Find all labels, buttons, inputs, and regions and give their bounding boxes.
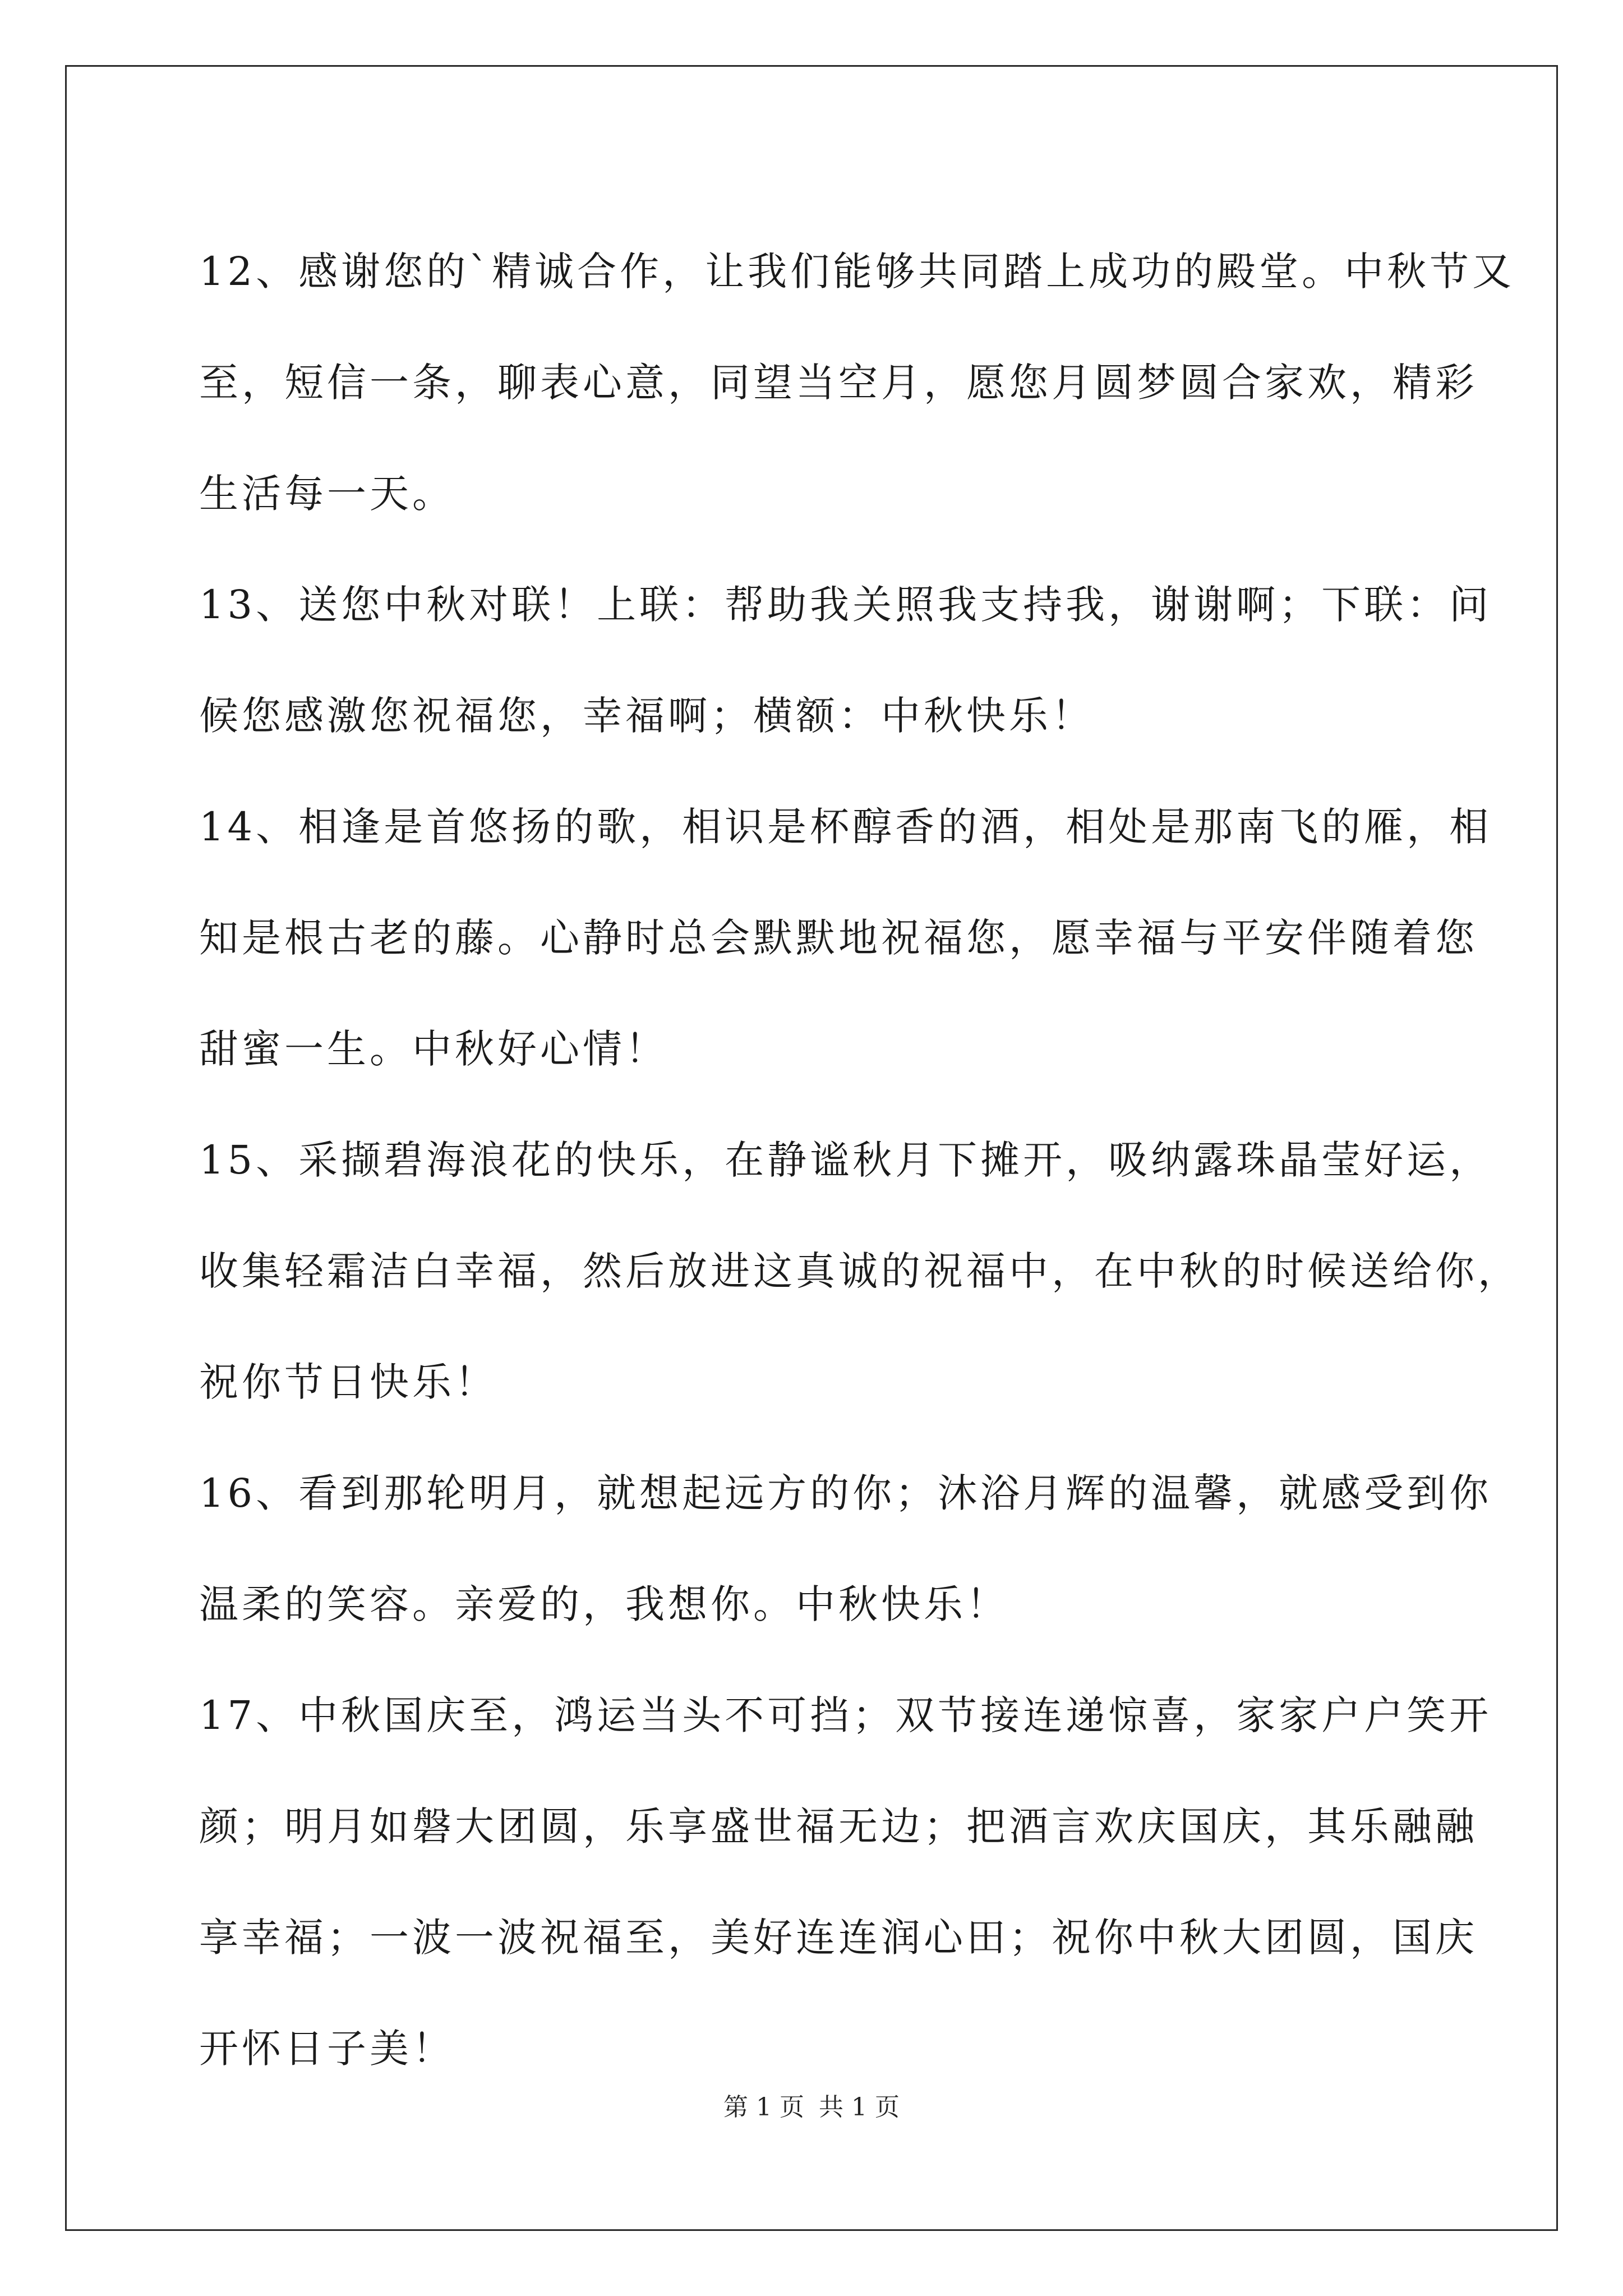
- text-line: 甜蜜一生。中秋好心情！: [199, 1026, 668, 1072]
- text-line: 14、相逢是首悠扬的歌，相识是杯醇香的酒，相处是那南飞的雁，相: [199, 804, 1492, 850]
- text-line: 生活每一天。: [199, 471, 455, 517]
- text-line: 收集轻霜洁白幸福，然后放进这真诚的祝福中，在中秋的时候送给你，: [199, 1248, 1520, 1294]
- text-line: 祝你节日快乐！: [199, 1359, 497, 1405]
- text-line: 候您感激您祝福您，幸福啊；横额：中秋快乐！: [199, 693, 1094, 739]
- text-line: 开怀日子美！: [199, 2026, 455, 2072]
- paragraph-16: [199, 1438, 1492, 1660]
- text-line: 至，短信一条，聊表心意，同望当空月，愿您月圆梦圆合家欢，精彩: [199, 360, 1478, 406]
- text-line: 13、送您中秋对联！上联：帮助我关照我支持我，谢谢啊；下联：问: [199, 582, 1492, 628]
- text-line: 15、采撷碧海浪花的快乐，在静谧秋月下摊开，吸纳露珠晶莹好运，: [199, 1137, 1492, 1183]
- document-body: [199, 216, 1520, 2104]
- paragraph-13: [199, 549, 1492, 771]
- paragraph-14: [199, 771, 1492, 1105]
- page-total: 共 1 页: [819, 2093, 900, 2122]
- text-line: 12、感谢您的`精诚合作，让我们能够共同踏上成功的殿堂。中秋节又: [199, 249, 1515, 295]
- text-line: 颜；明月如磐大团圆，乐享盛世福无边；把酒言欢庆国庆，其乐融融: [199, 1803, 1478, 1849]
- page-number: 第 1 页: [723, 2093, 804, 2122]
- text-line: 知是根古老的藤。心静时总会默默地祝福您，愿幸福与平安伴随着您: [199, 915, 1478, 961]
- paragraph-12: [199, 216, 1515, 549]
- text-line: 17、中秋国庆至，鸿运当头不可挡；双节接连递惊喜，家家户户笑开: [199, 1692, 1492, 1738]
- text-line: 温柔的笑容。亲爱的，我想你。中秋快乐！: [199, 1581, 1009, 1627]
- paragraph-15: [199, 1105, 1520, 1438]
- paragraph-17: [199, 1660, 1492, 2104]
- text-line: 享幸福；一波一波祝福至，美好连连润心田；祝你中秋大团圆，国庆: [199, 1915, 1478, 1961]
- text-line: 16、看到那轮明月，就想起远方的你；沐浴月辉的温馨，就感受到你: [199, 1470, 1492, 1516]
- page-footer: [0, 2087, 1623, 2123]
